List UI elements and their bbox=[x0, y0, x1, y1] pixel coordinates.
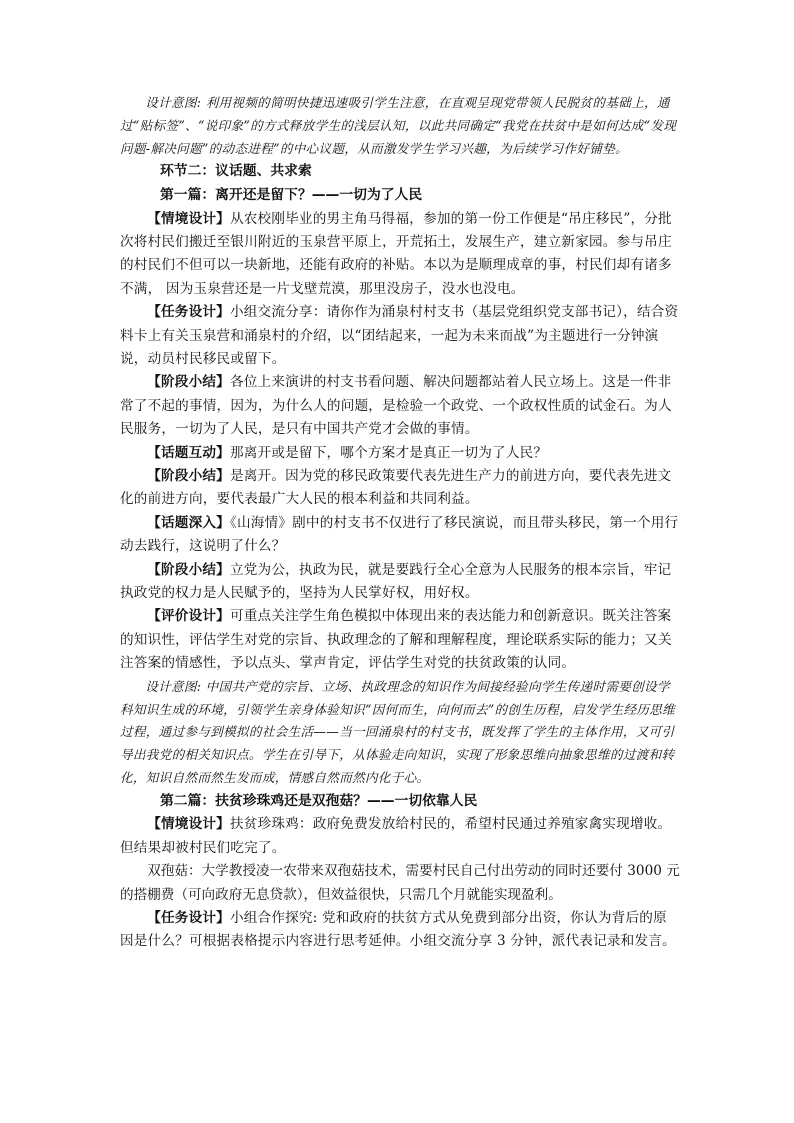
tag-label: 【阶段小结】 bbox=[147, 468, 230, 485]
section-2-heading: 环节二：议话题、共求索 bbox=[160, 163, 312, 180]
paragraph-situation-design-1 bbox=[120, 208, 680, 302]
paragraph-topic-deepening bbox=[120, 512, 680, 559]
tag-label: 【任务设计】 bbox=[147, 909, 230, 926]
tag-label: 【阶段小结】 bbox=[147, 374, 230, 391]
paragraph-text: 从农校刚毕业的男主角马得福，参加的第一份工作便是“吊庄移民”，分批次将村民们搬迁至银川附近的玉泉营平原上，开荒拓土，发展生产，建立新家园。参与吊庄的村民们不但可以一块新地，还能有政府的补贴。本以为是顺理成章的事，村民们却有诸多不满， 因为玉泉营还是一片戈壁荒漠，那里没房子，没水也没电。 bbox=[120, 210, 672, 297]
part-1-heading: 第一篇：离开还是留下？——一切为了人民 bbox=[160, 186, 423, 203]
paragraph-text: 各位上来演讲的村支书看问题、解决问题都站着人民立场上。这是一件非常了不起的事情，因为，为什么人的问题，是检验一个政党、一个政权性质的试金石。为人民服务，一切为了人民，是只有中国共产党才会做的事情。 bbox=[120, 374, 672, 438]
tag-label: 【话题互动】 bbox=[147, 444, 230, 461]
paragraph-text: 是离开。因为党的移民政策要代表先进生产力的前进方向，要代表先进文化的前进方向，要代表最广大人民的根本利益和共同利益。 bbox=[120, 468, 672, 508]
paragraph-text: 小组合作探究: 党和政府的扶贫方式从免费到部分出资，你认为背后的原因是什么？可根据表格提示内容进行思考延伸。小组交流分享 3 分钟，派代表记录和发言。 bbox=[120, 909, 676, 950]
paragraph-situation-design-2 bbox=[120, 813, 680, 860]
paragraph-mushroom: 双孢菇：大学教授凌一农带来双孢菇技术，需要村民自己付出劳动的同时还要付 3000 元的搭棚费（可向政府无息贷款），但效益很快，只需几个月就能实现盈利。 bbox=[120, 863, 680, 903]
tag-label: 【情境设计】 bbox=[147, 816, 230, 833]
paragraph-stage-summary-3 bbox=[120, 559, 680, 606]
tag-label: 【话题深入】 bbox=[147, 514, 230, 531]
paragraph-text: 立党为公，执政为民，就是要践行全心全意为人民服务的根本宗旨，牢记执政党的权力是人民赋予的，坚持为人民掌好权，用好权。 bbox=[120, 561, 672, 602]
paragraph-evaluation-design bbox=[120, 605, 680, 675]
paragraph-topic-interaction bbox=[120, 442, 680, 465]
design-intent-1: 设计意图: 利用视频的简明快捷迅速吸引学生注意，在直观呈现党带领人民脱贫的基础上，通过“贴标签”、“说印象”的方式释放学生的浅层认知，以此共同确定“我党在扶贫中是如何达成“发现问题-解决问题”的动态进程”的中心议题，从而激发学生学习兴趣，为后续学习作好铺垫。 bbox=[120, 95, 677, 156]
paragraph-task-design-2 bbox=[120, 907, 680, 954]
paragraph-text: 《山海情》剧中的村支书不仅进行了移民演说，而且带头移民，第一个用行动去践行，这说明了什么？ bbox=[120, 514, 679, 555]
paragraph-stage-summary-2 bbox=[120, 465, 680, 512]
paragraph-text: 可重点关注学生角色模拟中体现出来的表达能力和创新意识。既关注答案的知识性，评估学生对党的宗旨、执政理念的了解和理解程度，理论联系实际的能力；又关注答案的情感性，予以点头、掌声肯定，评估学生对党的扶贫政策的认同。 bbox=[120, 608, 672, 672]
design-intent-2: 设计意图: 中国共产党的宗旨、立场、执政理念的知识作为间接经验向学生传递时需要创设学科知识生成的环境，引领学生亲身体验知识“因何而生，向何而去”的创生历程，启发学生经历思维过程，通过参与到模拟的社会生活——当一回涌泉村的村支书，既发挥了学生的主体作用，又可引导出我党的相关知识点。学生在引导下，从体验走向知识，实现了形象思维向抽象思维的过渡和转化，知识自然而然生发而成，情感自然而然内化于心。 bbox=[120, 678, 676, 785]
paragraph-stage-summary-1 bbox=[120, 371, 680, 441]
paragraph-text: 扶贫珍珠鸡：政府免费发放给村民的，希望村民通过养殖家禽实现增收。但结果却被村民们吃完了。 bbox=[120, 816, 672, 856]
tag-label: 【情境设计】 bbox=[147, 210, 230, 227]
tag-label: 【阶段小结】 bbox=[147, 561, 230, 578]
paragraph-task-design-1 bbox=[120, 301, 680, 371]
tag-label: 【评价设计】 bbox=[147, 608, 230, 625]
tag-label: 【任务设计】 bbox=[147, 304, 230, 321]
paragraph-text: 那离开或是留下，哪个方案才是真正一切为了人民？ bbox=[229, 444, 548, 461]
paragraph-text: 小组交流分享：请你作为涌泉村村支书（基层党组织党支部书记），结合资料卡上有关玉泉营和涌泉村的介绍，以“团结起来，一起为未来而战”为主题进行一分钟演说，动员村民移民或留下。 bbox=[120, 304, 679, 368]
part-2-heading: 第二篇：扶贫珍珠鸡还是双孢菇？——一切依靠人民 bbox=[160, 792, 478, 809]
document-page bbox=[120, 92, 680, 954]
